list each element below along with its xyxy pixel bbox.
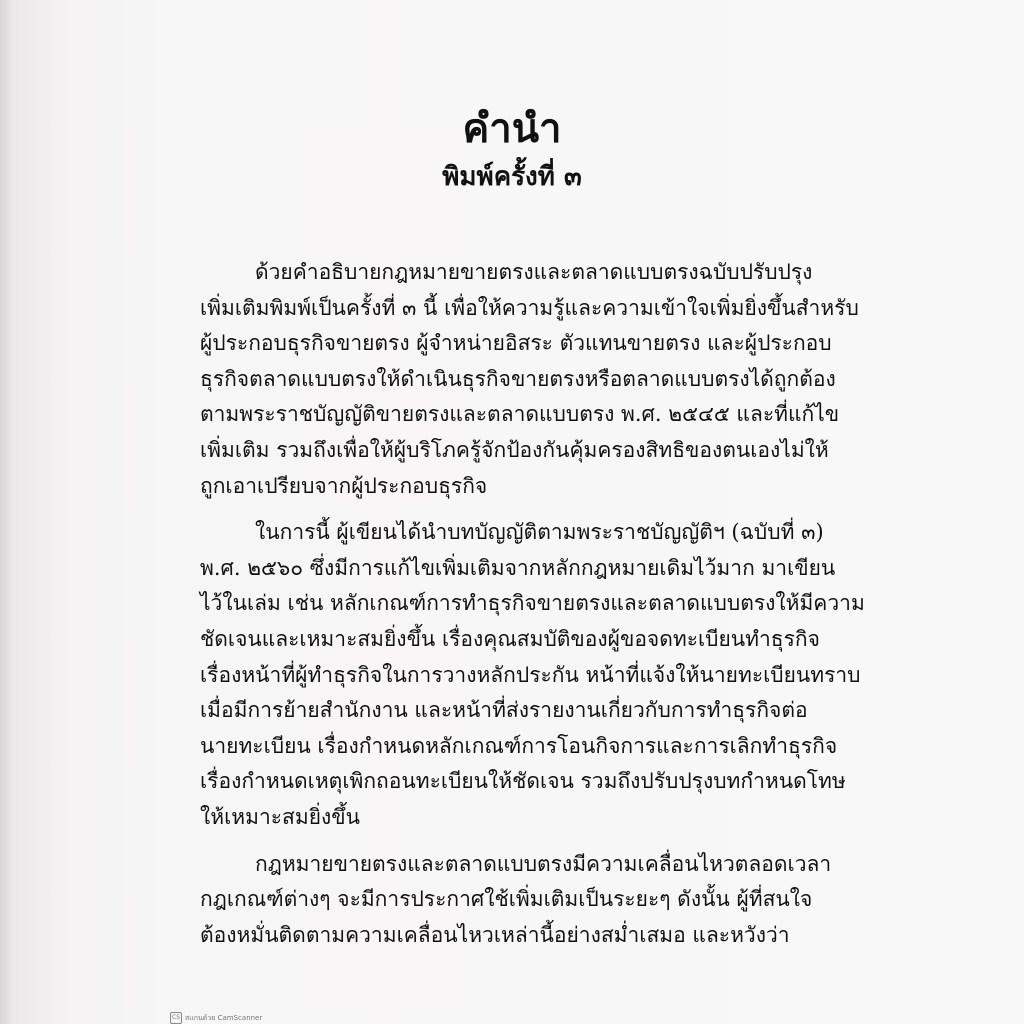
scanner-watermark-text: สแกนด้วย CamScanner [185,1014,263,1022]
text-line: เรื่องหน้าที่ผู้ทำธุรกิจในการวางหลักประกัน หน้าที่แจ้งให้นายทะเบียนทราบ [200,662,861,687]
text-line: เพิ่มเติมพิมพ์เป็นครั้งที่ ๓ นี้ เพื่อให้ความรู้และความเข้าใจเพิ่มยิ่งขึ้นสำหรับ [200,295,859,320]
text-line: ธุรกิจตลาดแบบตรงให้ดำเนินธุรกิจขายตรงหรือตลาดแบบตรงได้ถูกต้อง [200,366,836,391]
body-text [200,255,865,953]
text-line: ตามพระราชบัญญัติขายตรงและตลาดแบบตรง พ.ศ. ๒๕๔๕ และที่แก้ไข [200,402,840,427]
text-line: กฎหมายขายตรงและตลาดแบบตรงมีความเคลื่อนไหวตลอดเวลา [255,851,832,876]
text-line: ด้วยคำอธิบายกฎหมายขายตรงและตลาดแบบตรงฉบับปรับปรุง [255,260,813,284]
text-line: เรื่องกำหนดเหตุเพิกถอนทะเบียนให้ชัดเจน รวมถึงปรับปรุงบทกำหนดโทษ [200,769,846,794]
paragraph-3 [200,847,832,954]
paragraph-1 [200,255,859,504]
text-line: ชัดเจนและเหมาะสมยิ่งขึ้น เรื่องคุณสมบัติของผู้ขอจดทะเบียนทำธุรกิจ [200,626,820,651]
paragraph-2 [200,515,865,835]
text-line: นายทะเบียน เรื่องกำหนดหลักเกณฑ์การโอนกิจการและการเลิกทำธุรกิจ [200,733,838,758]
text-line: ถูกเอาเปรียบจากผู้ประกอบธุรกิจ [200,473,488,498]
text-line: ต้องหมั่นติดตามความเคลื่อนไหวเหล่านี้อย่างสม่ำเสมอ และหวังว่า [200,922,790,947]
page-title: คำนำ [462,105,562,152]
text-line: ให้เหมาะสมยิ่งขึ้น [200,804,360,829]
text-line: ในการนี้ ผู้เขียนได้นำบทบัญญัติตามพระราชบัญญัติฯ (ฉบับที่ ๓) [255,520,824,545]
text-line: กฎเกณฑ์ต่างๆ จะมีการประกาศใช้เพิ่มเติมเป็นระยะๆ ดังนั้น ผู้ที่สนใจ [200,887,813,912]
text-line: ไว้ในเล่ม เช่น หลักเกณฑ์การทำธุรกิจขายตรงและตลาดแบบตรงให้มีความ [200,591,865,616]
text-line: พ.ศ. ๒๕๖๐ ซึ่งมีการแก้ไขเพิ่มเติมจากหลักกฎหมายเดิมไว้มาก มาเขียน [200,555,836,580]
scanner-watermark [170,1012,262,1024]
spine-shadow [0,0,14,1024]
page-subtitle: พิมพ์ครั้งที่ ๓ [442,162,582,192]
text-line: ผู้ประกอบธุรกิจขายตรง ผู้จำหน่ายอิสระ ตัวแทนขายตรง และผู้ประกอบ [200,331,832,356]
text-line: เมื่อมีการย้ายสำนักงาน และหน้าที่ส่งรายงานเกี่ยวกับการทำธุรกิจต่อ [200,698,808,723]
camscanner-icon: CS [170,1012,182,1024]
text-line: เพิ่มเติม รวมถึงเพื่อให้ผู้บริโภครู้จักป้องกันคุ้มครองสิทธิของตนเองไม่ให้ [200,437,829,462]
